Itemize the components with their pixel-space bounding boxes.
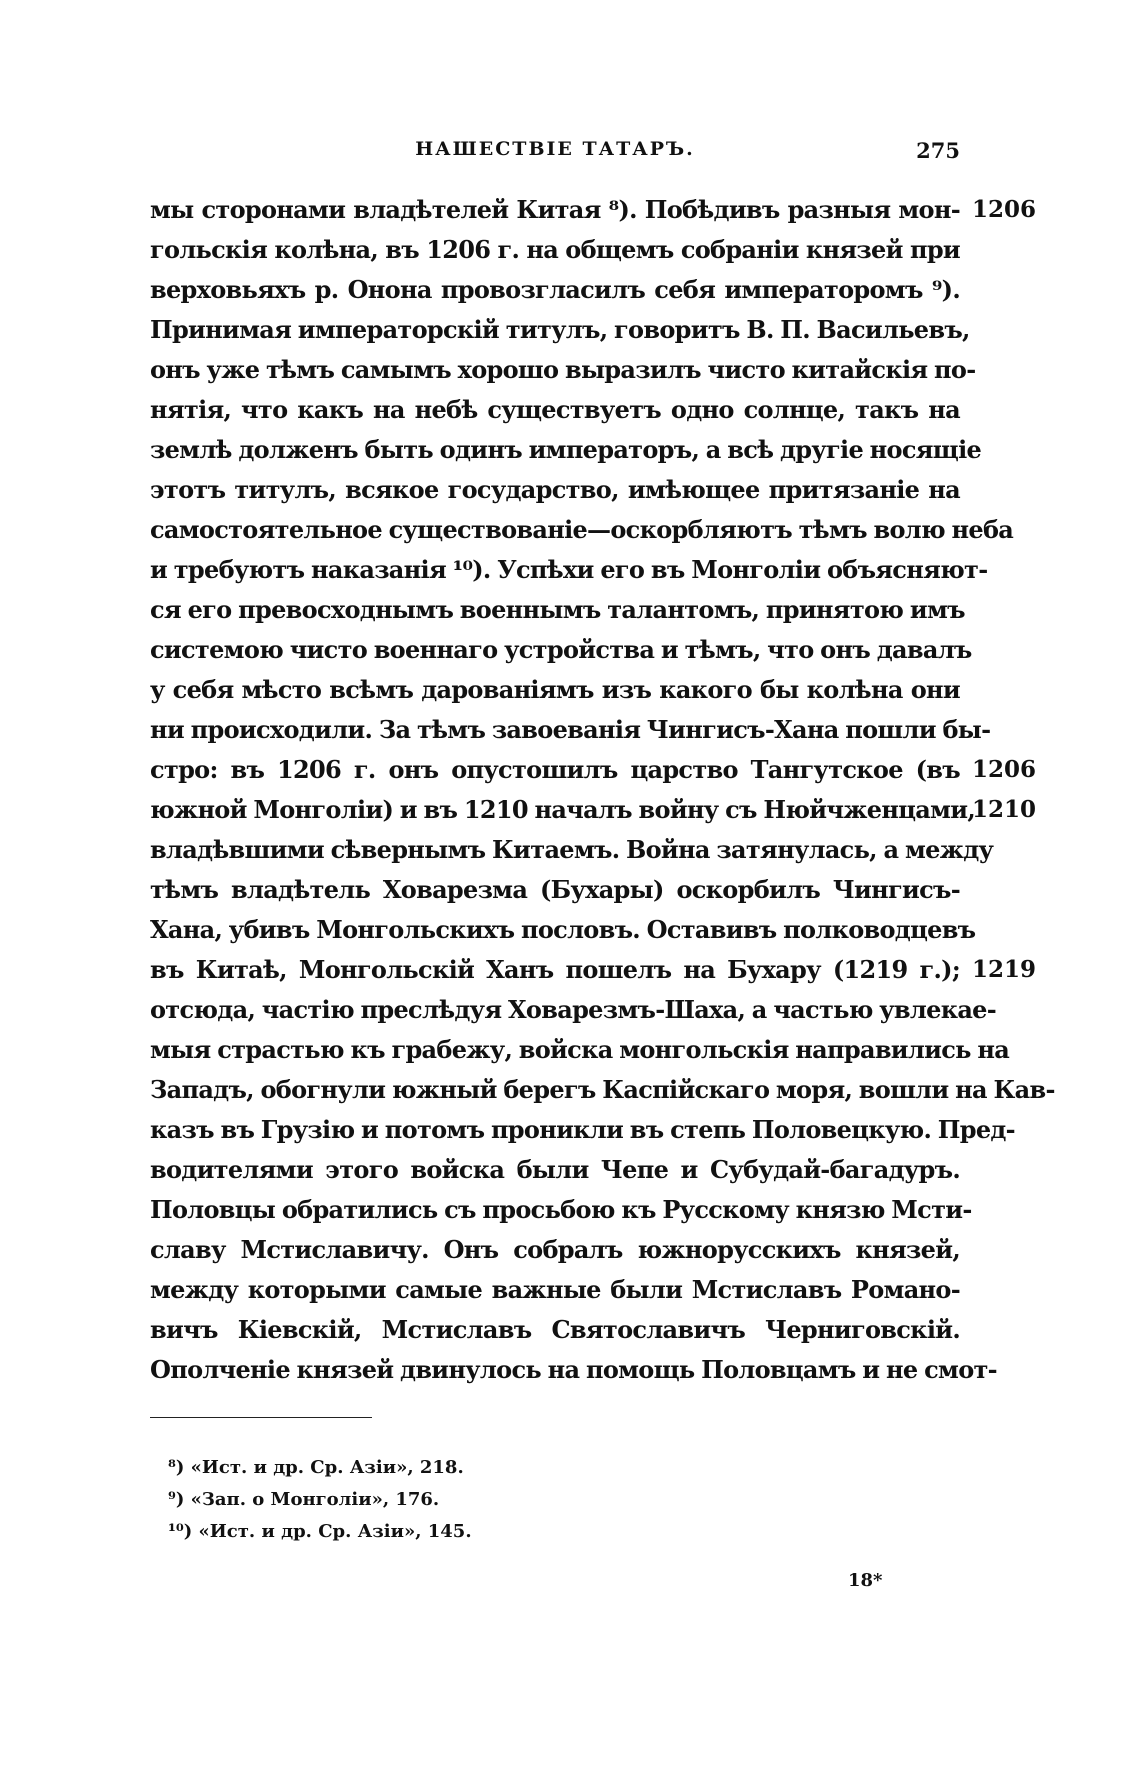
margin-year: 1219	[972, 956, 1037, 983]
footnote: ⁸) «Ист. и др. Ср. Азіи», 218.	[168, 1457, 464, 1478]
text-line: стро: въ 1206 г. онъ опустошилъ царство Тангутское (въ	[150, 755, 960, 784]
text-line: самостоятельное существованіе—оскорбляютъ тѣмъ волю неба	[150, 515, 1014, 544]
running-head	[150, 138, 960, 172]
margin-year: 1210	[972, 796, 1037, 823]
text-line: Принимая императорскій титулъ, говоритъ В. П. Васильевъ,	[150, 315, 970, 344]
text-line: Половцы обратились съ просьбою къ Русскому князю Мсти-	[150, 1195, 972, 1224]
footnote: ⁹) «Зап. о Монголіи», 176.	[168, 1489, 440, 1510]
text-line: ни происходили. За тѣмъ завоеванія Чингисъ-Хана пошли бы-	[150, 715, 991, 744]
text-line: верховьяхъ р. Онона провозгласилъ себя императоромъ ⁹).	[150, 275, 960, 304]
text-line: вичъ Кіевскій, Мстиславъ Святославичъ Черниговскій.	[150, 1315, 960, 1344]
text-line: въ Китаѣ, Монгольскій Ханъ пошелъ на Бухару (1219 г.);	[150, 955, 960, 984]
text-line: гольскія колѣна, въ 1206 г. на общемъ собраніи князей при	[150, 235, 960, 264]
text-line: нятія, что какъ на небѣ существуетъ одно солнце, такъ на	[150, 395, 960, 424]
text-line: славу Мстиславичу. Онъ собралъ южнорусскихъ князей,	[150, 1235, 960, 1264]
signature-mark: 18*	[848, 1570, 883, 1591]
margin-year: 1206	[972, 196, 1037, 223]
text-line: мы сторонами владѣтелей Китая ⁸). Побѣдивъ разныя мон-	[150, 195, 960, 224]
text-line: у себя мѣсто всѣмъ дарованіямъ изъ какого бы колѣна они	[150, 675, 960, 704]
text-line: отсюда, частію преслѣдуя Ховарезмъ-Шаха, а частью увлекае-	[150, 995, 997, 1024]
text-line: Западъ, обогнули южный берегъ Каспійскаго моря, вошли на Кав-	[150, 1075, 1055, 1104]
text-line: землѣ долженъ быть одинъ императоръ, а всѣ другіе носящіе	[150, 435, 982, 464]
text-line: между которыми самые важные были Мстиславъ Романо-	[150, 1275, 960, 1304]
text-line: казъ въ Грузію и потомъ проникли въ степь Половецкую. Пред-	[150, 1115, 1015, 1144]
margin-year: 1206	[972, 756, 1037, 783]
text-line: Хана, убивъ Монгольскихъ пословъ. Оставивъ полководцевъ	[150, 915, 976, 944]
text-line: владѣвшими сѣвернымъ Китаемъ. Война затянулась, а между	[150, 835, 994, 864]
footnotes	[168, 1452, 668, 1548]
running-title: НАШЕСТВІЕ ТАТАРЪ.	[415, 138, 695, 160]
text-line: водителями этого войска были Чепе и Субудай-багадуръ.	[150, 1155, 960, 1184]
body-text	[150, 190, 1055, 1390]
text-line: мыя страстью къ грабежу, войска монгольскія направились на	[150, 1035, 1010, 1064]
footnote-divider	[150, 1417, 372, 1418]
text-line: и требуютъ наказанія ¹⁰). Успѣхи его въ Монголіи объясняют-	[150, 555, 988, 584]
text-line: тѣмъ владѣтель Ховарезма (Бухары) оскорбилъ Чингисъ-	[150, 875, 960, 904]
text-line: южной Монголіи) и въ 1210 началъ войну съ Нюйчженцами,	[150, 795, 976, 824]
page-number: 275	[916, 138, 960, 163]
text-line: этотъ титулъ, всякое государство, имѣющее притязаніе на	[150, 475, 960, 504]
footnote: ¹⁰) «Ист. и др. Ср. Азіи», 145.	[168, 1521, 472, 1542]
text-line: Ополченіе князей двинулось на помощь Половцамъ и не смот-	[150, 1355, 997, 1384]
text-line: ся его превосходнымъ военнымъ талантомъ, принятою имъ	[150, 595, 965, 624]
text-line: онъ уже тѣмъ самымъ хорошо выразилъ чисто китайскія по-	[150, 355, 976, 384]
text-line: системою чисто военнаго устройства и тѣмъ, что онъ давалъ	[150, 635, 972, 664]
